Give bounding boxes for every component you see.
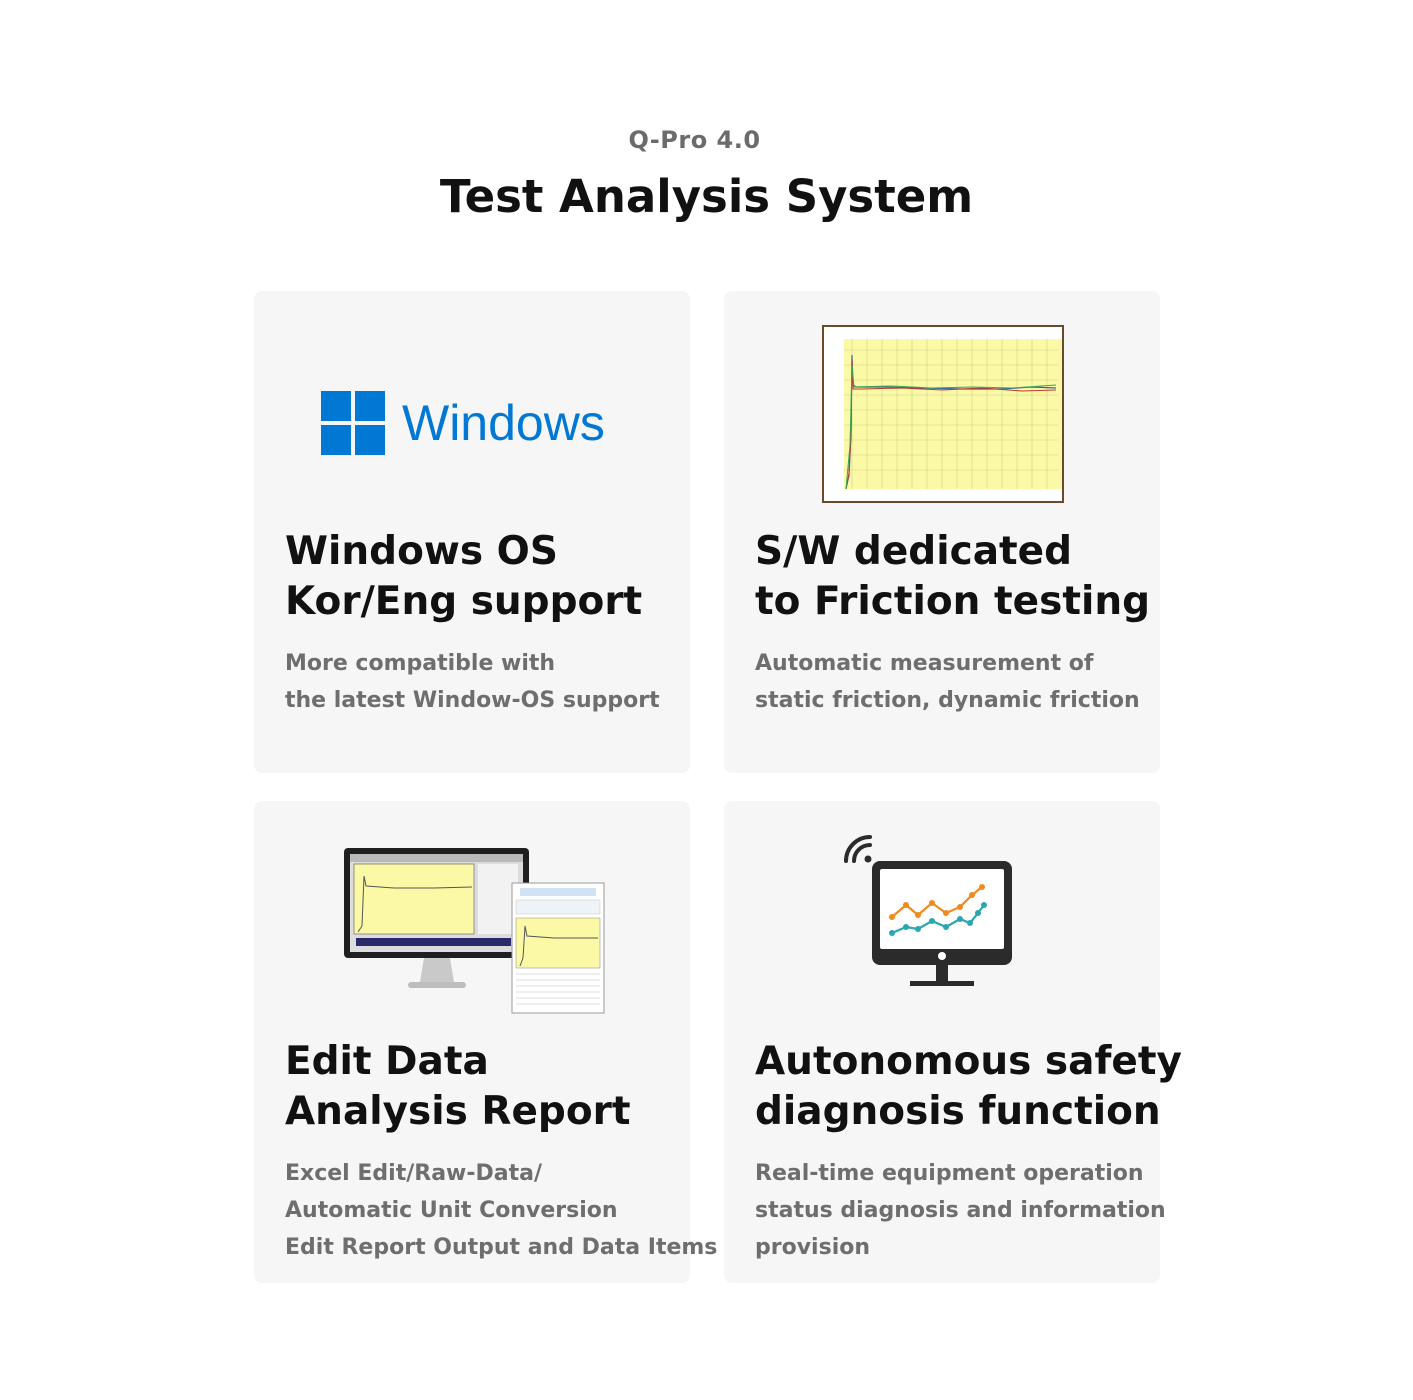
feature-card-report: [254, 801, 718, 1283]
card-desc-line: Automatic measurement of: [755, 651, 1094, 676]
page-subtitle: Q-Pro 4.0: [628, 126, 761, 154]
card-visual: [254, 291, 690, 516]
card-heading-line: diagnosis function: [755, 1089, 1161, 1134]
windows-logo-icon: [321, 391, 385, 455]
card-desc-line: Edit Report Output and Data Items: [285, 1235, 718, 1260]
card-desc-line: the latest Window-OS support: [285, 688, 660, 713]
page-title: Test Analysis System: [439, 170, 974, 223]
card-heading-line: to Friction testing: [755, 579, 1151, 624]
card-heading: [755, 527, 1155, 627]
monitor-report-icon: [344, 846, 608, 1016]
card-desc-line: provision: [755, 1235, 871, 1260]
friction-graph-icon: [822, 325, 1064, 503]
card-heading-line: Edit Data: [285, 1039, 489, 1084]
card-desc-line: status diagnosis and information: [755, 1198, 1166, 1223]
card-description: [285, 645, 685, 719]
card-heading: [755, 1037, 1182, 1137]
card-visual: [254, 801, 690, 1026]
card-description: [755, 645, 1155, 719]
card-heading: [285, 1037, 685, 1137]
card-visual: [724, 801, 1160, 1026]
card-heading: [285, 527, 685, 627]
card-desc-line: Automatic Unit Conversion: [285, 1198, 618, 1223]
card-heading-line: S/W dedicated: [755, 529, 1073, 574]
feature-card-windows: [254, 291, 690, 773]
card-heading-line: Analysis Report: [285, 1089, 631, 1134]
card-desc-line: static friction, dynamic friction: [755, 688, 1140, 713]
card-description: [285, 1155, 718, 1266]
card-description: [755, 1155, 1166, 1266]
card-desc-line: Excel Edit/Raw-Data/: [285, 1161, 542, 1186]
wireless-monitor-chart-icon: [842, 835, 1014, 989]
card-visual: [724, 291, 1160, 516]
card-desc-line: More compatible with: [285, 651, 556, 676]
card-heading-line: Kor/Eng support: [285, 579, 643, 624]
feature-card-diagnosis: [724, 801, 1182, 1283]
card-heading-line: Windows OS: [285, 529, 558, 574]
card-heading-line: Autonomous safety: [755, 1039, 1182, 1084]
feature-card-friction: [724, 291, 1160, 773]
windows-logo-text: Windows: [402, 395, 605, 451]
card-desc-line: Real-time equipment operation: [755, 1161, 1144, 1186]
